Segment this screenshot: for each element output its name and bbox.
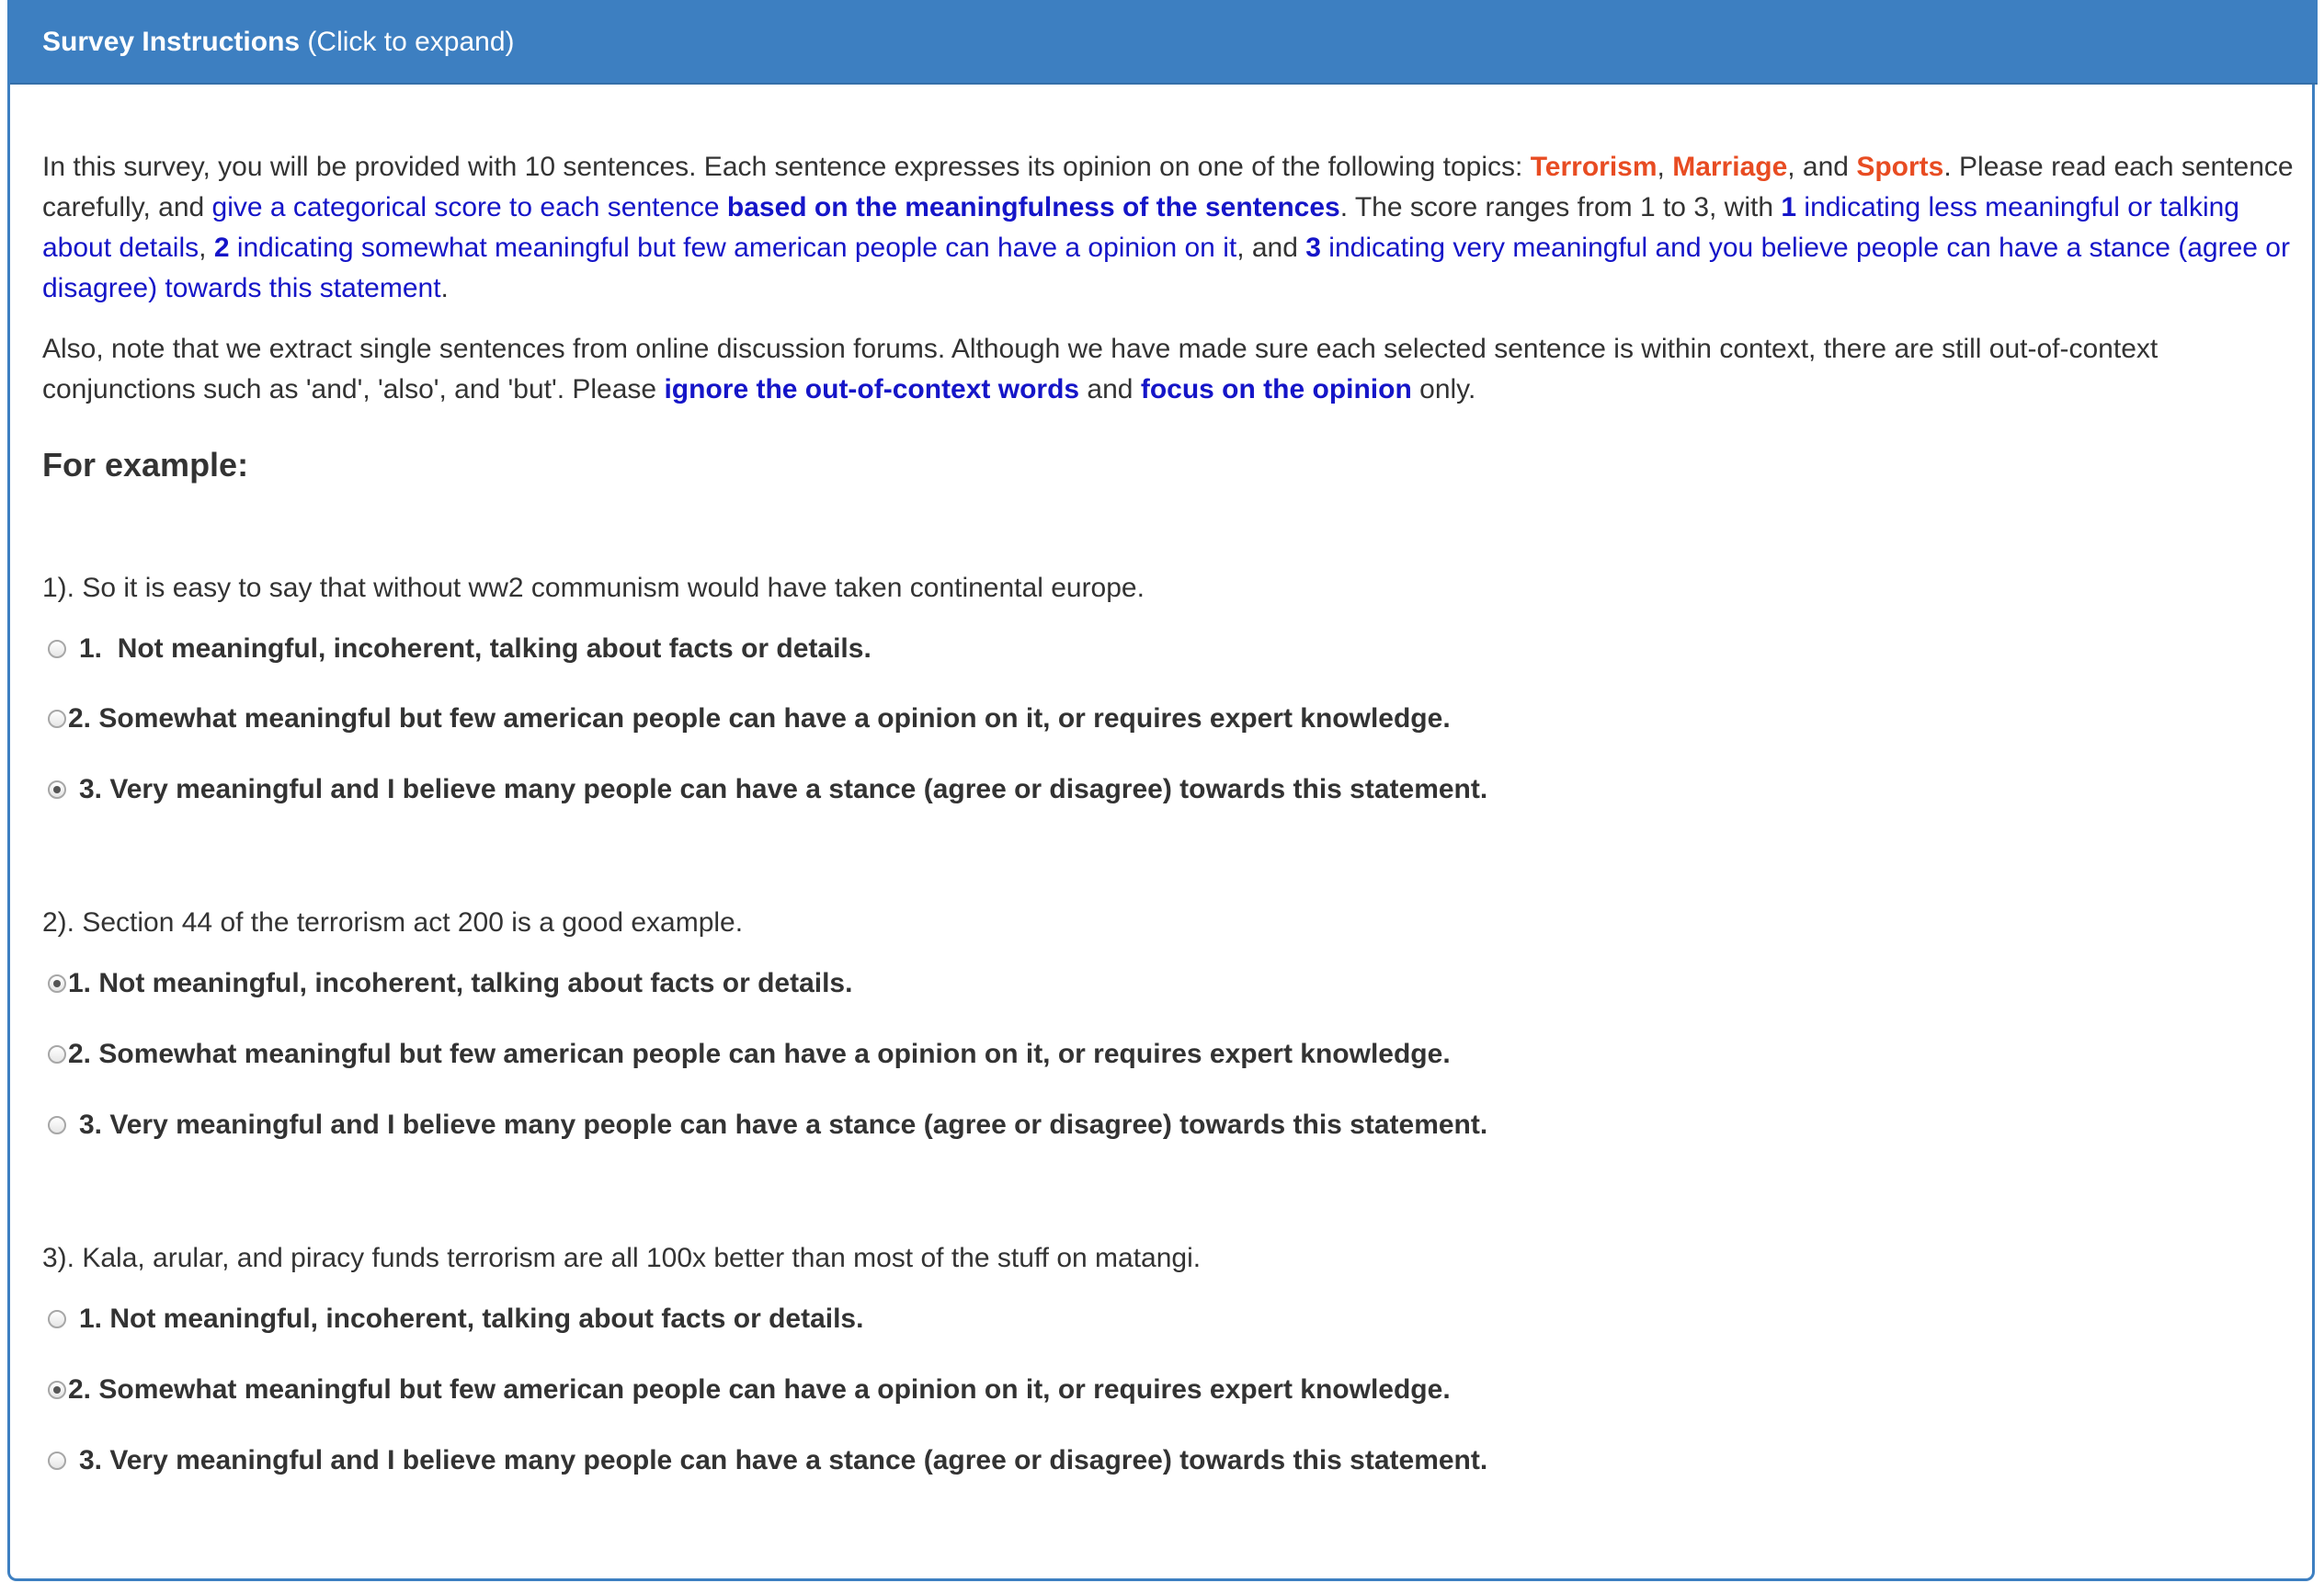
expand-hint: (Click to expand)	[300, 27, 515, 57]
separator: , and	[1787, 152, 1857, 182]
intro-text: .	[440, 273, 449, 303]
separator: , and	[1236, 233, 1306, 263]
option-2[interactable]	[42, 1036, 1451, 1073]
option-label: 2. Somewhat meaningful but few american people can have a opinion on it, or requires expert knowledge.	[68, 1374, 1451, 1405]
instruction-emphasis: based on the meaningfulness of the sentences	[726, 192, 1340, 222]
note-text: and	[1079, 374, 1141, 404]
option-3[interactable]	[42, 1107, 1487, 1144]
intro-text: . Please read each sentence carefully, and	[42, 152, 2294, 222]
instructions-body	[42, 147, 2304, 488]
radio-option-2[interactable]	[48, 710, 66, 728]
question-text: 3). Kala, arular, and piracy funds terrorism are all 100x better than most of the stuff on matangi.	[42, 1243, 1202, 1273]
option-label: 1. Not meaningful, incoherent, talking about facts or details.	[79, 633, 872, 664]
option-2[interactable]	[42, 1372, 1451, 1408]
separator: ,	[1657, 152, 1673, 182]
option-1[interactable]	[42, 965, 852, 1002]
separator: ,	[199, 233, 214, 263]
topic-marriage: Marriage	[1672, 152, 1788, 182]
example-question-3	[42, 1240, 1488, 1475]
option-1[interactable]	[42, 1301, 863, 1338]
topic-terrorism: Terrorism	[1530, 152, 1658, 182]
option-3[interactable]	[42, 1442, 1487, 1479]
example-question-2	[42, 905, 1488, 1140]
example-question-1	[42, 570, 1488, 804]
option-label: 2. Somewhat meaningful but few american people can have a opinion on it, or requires expert knowledge.	[68, 703, 1451, 734]
instruction-highlight: give a categorical score to each sentence	[211, 192, 727, 222]
option-label: 3. Very meaningful and I believe many people can have a stance (agree or disagree) towards this statement.	[79, 1445, 1488, 1475]
note-text: Also, note that we extract single sentences from online discussion forums. Although we have made sure each selected sentence is within context, there are still out-of-context conjunctions such as 'and', 'also', and 'but'. Please	[42, 334, 2159, 404]
score-2-number: 2	[213, 233, 230, 263]
option-label: 2. Somewhat meaningful but few american people can have a opinion on it, or requires expert knowledge.	[68, 1039, 1451, 1069]
score-3-number: 3	[1305, 233, 1321, 263]
radio-option-1[interactable]	[48, 1310, 66, 1328]
example-heading: For example:	[42, 446, 249, 484]
note-text: only.	[1411, 374, 1476, 404]
topic-sports: Sports	[1856, 152, 1944, 182]
option-label: 3. Very meaningful and I believe many people can have a stance (agree or disagree) towards this statement.	[79, 1110, 1488, 1140]
score-1-description: indicating less meaningful or talking about details	[42, 192, 2239, 263]
radio-option-2[interactable]	[48, 1381, 66, 1399]
radio-option-3[interactable]	[48, 780, 66, 799]
question-text: 1). So it is easy to say that without ww2 communism would have taken continental europe.	[42, 573, 1145, 603]
radio-option-1[interactable]	[48, 974, 66, 993]
ignore-instruction: ignore the out-of-context words	[664, 374, 1080, 404]
radio-option-3[interactable]	[48, 1452, 66, 1470]
radio-option-1[interactable]	[48, 640, 66, 658]
option-3[interactable]	[42, 771, 1487, 808]
score-3-description: indicating very meaningful and you believe people can have a stance (agree or disagree) towards this statement	[42, 233, 2290, 303]
focus-instruction: focus on the opinion	[1140, 374, 1412, 404]
survey-instructions-panel	[7, 0, 2315, 1581]
option-label: 3. Very meaningful and I believe many people can have a stance (agree or disagree) towards this statement.	[79, 774, 1488, 804]
option-1[interactable]	[42, 631, 872, 667]
intro-text: . The score ranges from 1 to 3, with	[1339, 192, 1782, 222]
radio-option-3[interactable]	[48, 1116, 66, 1134]
score-1-number: 1	[1781, 192, 1797, 222]
score-2-description: indicating somewhat meaningful but few american people can have a opinion on it	[229, 233, 1237, 263]
option-label: 1. Not meaningful, incoherent, talking about facts or details.	[68, 968, 853, 998]
radio-option-2[interactable]	[48, 1045, 66, 1064]
survey-instructions-header[interactable]	[10, 0, 2318, 85]
option-label: 1. Not meaningful, incoherent, talking about facts or details.	[79, 1304, 864, 1334]
question-text: 2). Section 44 of the terrorism act 200 is a good example.	[42, 907, 744, 938]
intro-text: In this survey, you will be provided with 10 sentences. Each sentence expresses its opinion on one of the following topics:	[42, 152, 1531, 182]
context-note-paragraph	[42, 329, 2304, 410]
intro-paragraph	[42, 147, 2304, 309]
option-2[interactable]	[42, 700, 1451, 737]
panel-title: Survey Instructions	[42, 27, 301, 57]
